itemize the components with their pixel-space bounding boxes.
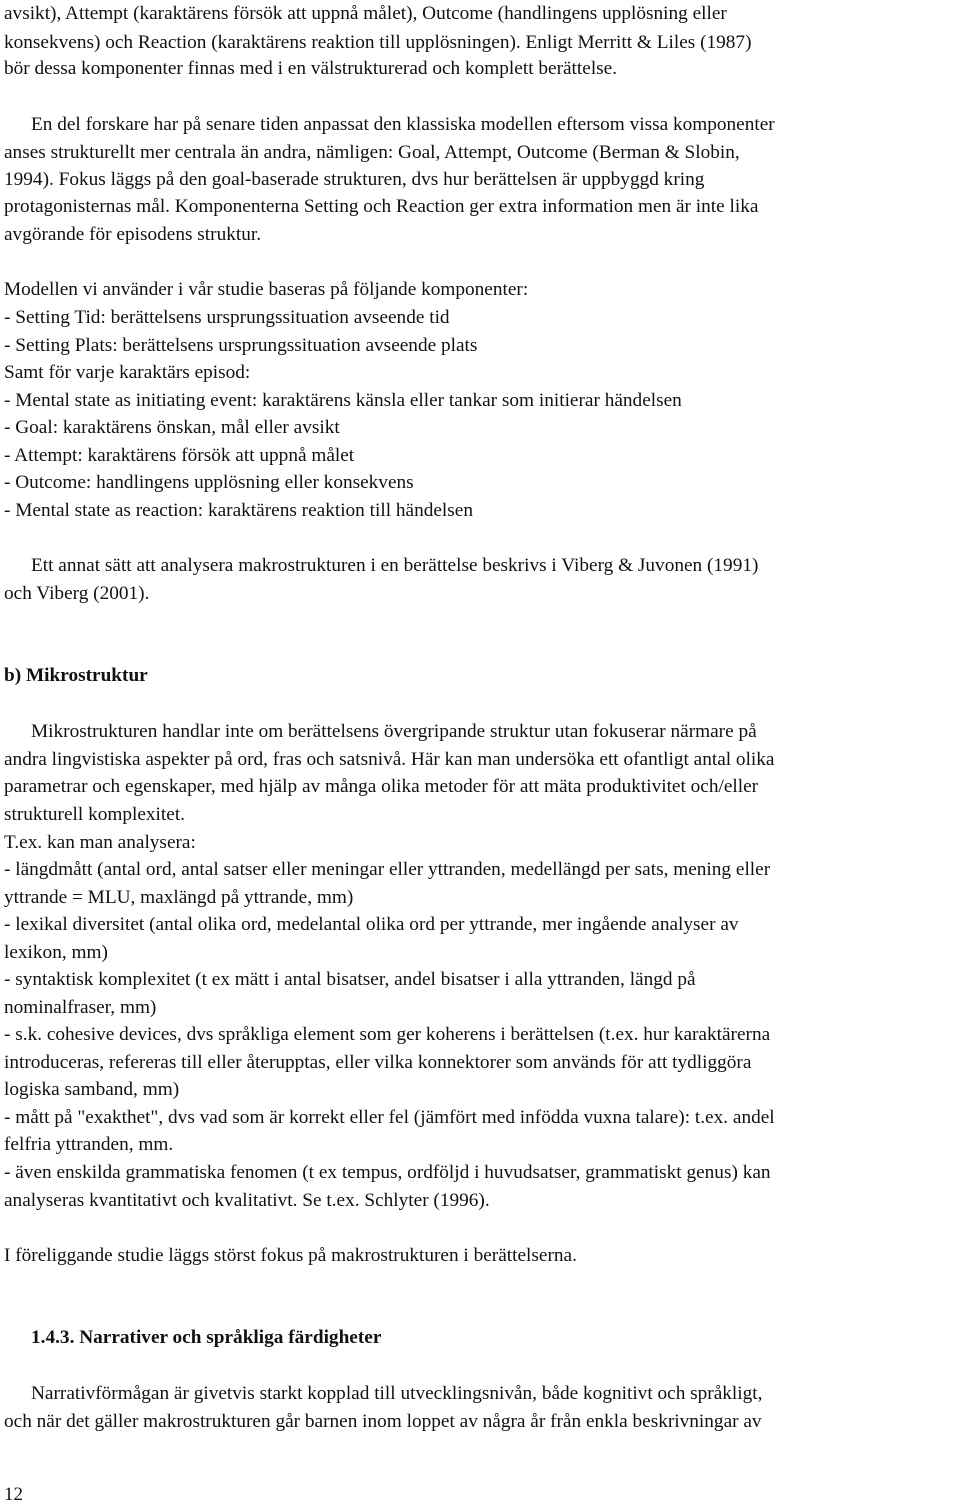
text-line: - mått på "exakthet", dvs vad som är korrekt eller fel (jämfört med infödda vuxna talare): t.ex. andel: [4, 1107, 775, 1128]
text-line: lexikon, mm): [4, 942, 108, 963]
text-line: anses strukturellt mer centrala än andra, nämligen: Goal, Attempt, Outcome (Berman & Slobin,: [4, 142, 740, 163]
text-line: - lexikal diversitet (antal olika ord, medelantal olika ord per yttrande, mer ingående analyser av: [4, 914, 739, 935]
text-line: I föreliggande studie läggs störst fokus på makrostrukturen i berättelserna.: [4, 1245, 577, 1266]
text-line: - syntaktisk komplexitet (t ex mätt i antal bisatser, andel bisatser i alla yttranden, längd på: [4, 969, 696, 990]
text-line: protagonisternas mål. Komponenterna Setting och Reaction ger extra information men är inte lika: [4, 196, 759, 217]
text-line: avgörande för episodens struktur.: [4, 224, 262, 245]
section-heading: b) Mikrostruktur: [4, 665, 148, 686]
text-line: analyseras kvantitativt och kvalitativt. Se t.ex. Schlyter (1996).: [4, 1190, 490, 1211]
text-line: - Attempt: karaktärens försök att uppnå målet: [4, 445, 355, 466]
text-line: Modellen vi använder i vår studie baseras på följande komponenter:: [4, 279, 529, 300]
text-line: En del forskare har på senare tiden anpassat den klassiska modellen eftersom vissa komponenter: [31, 114, 775, 135]
text-line: introduceras, refereras till eller återupptas, eller vilka konnektorer som används för att tydliggöra: [4, 1052, 752, 1073]
text-line: och Viberg (2001).: [4, 583, 150, 604]
text-line: andra lingvistiska aspekter på ord, fras och satsnivå. Här kan man undersöka ett ofantligt antal olika: [4, 749, 775, 770]
page-number: 12: [4, 1484, 23, 1505]
text-line: Samt för varje karaktärs episod:: [4, 362, 251, 383]
text-line: - Setting Tid: berättelsens ursprungssituation avseende tid: [4, 307, 450, 328]
text-line: Mikrostrukturen handlar inte om berättelsens övergripande struktur utan fokuserar närmare på: [31, 721, 757, 742]
text-line: felfria yttranden, mm.: [4, 1134, 174, 1155]
text-line: - Goal: karaktärens önskan, mål eller avsikt: [4, 417, 340, 438]
text-line: och när det gäller makrostrukturen går barnen inom loppet av några år från enkla beskrivningar av: [4, 1411, 762, 1432]
text-line: - Mental state as initiating event: karaktärens känsla eller tankar som initierar händelsen: [4, 390, 682, 411]
text-line: - längdmått (antal ord, antal satser eller meningar eller yttranden, medellängd per sats, mening eller: [4, 859, 771, 880]
text-line: - Mental state as reaction: karaktärens reaktion till händelsen: [4, 500, 473, 521]
text-line: nominalfraser, mm): [4, 997, 157, 1018]
text-line: strukturell komplexitet.: [4, 804, 185, 825]
text-line: yttrande = MLU, maxlängd på yttrande, mm): [4, 887, 354, 908]
text-line: - s.k. cohesive devices, dvs språkliga element som ger koherens i berättelsen (t.ex. hur karaktärerna: [4, 1024, 771, 1045]
text-line: Ett annat sätt att analysera makrostrukturen i en berättelse beskrivs i Viberg & Juvonen (1991): [31, 555, 759, 576]
text-line: bör dessa komponenter finnas med i en välstrukturerad och komplett berättelse.: [4, 58, 618, 79]
text-line: Narrativförmågan är givetvis starkt kopplad till utvecklingsnivån, både kognitivt och språkligt,: [31, 1383, 763, 1404]
text-line: konsekvens) och Reaction (karaktärens reaktion till upplösningen). Enligt Merritt & Liles (1987): [4, 32, 752, 53]
text-line: 1994). Fokus läggs på den goal-baserade strukturen, dvs hur berättelsen är uppbyggd kring: [4, 169, 705, 190]
text-line: avsikt), Attempt (karaktärens försök att uppnå målet), Outcome (handlingens upplösning eller: [4, 3, 727, 24]
text-line: - Outcome: handlingens upplösning eller konsekvens: [4, 472, 414, 493]
text-line: - även enskilda grammatiska fenomen (t ex tempus, ordföljd i huvudsatser, grammatiskt genus) kan: [4, 1162, 771, 1183]
text-line: logiska samband, mm): [4, 1079, 180, 1100]
text-line: parametrar och egenskaper, med hjälp av många olika metoder för att mäta produktivitet och/eller: [4, 776, 759, 797]
text-line: - Setting Plats: berättelsens ursprungssituation avseende plats: [4, 335, 478, 356]
section-heading: 1.4.3. Narrativer och språkliga färdigheter: [31, 1327, 382, 1348]
text-line: T.ex. kan man analysera:: [4, 832, 196, 853]
